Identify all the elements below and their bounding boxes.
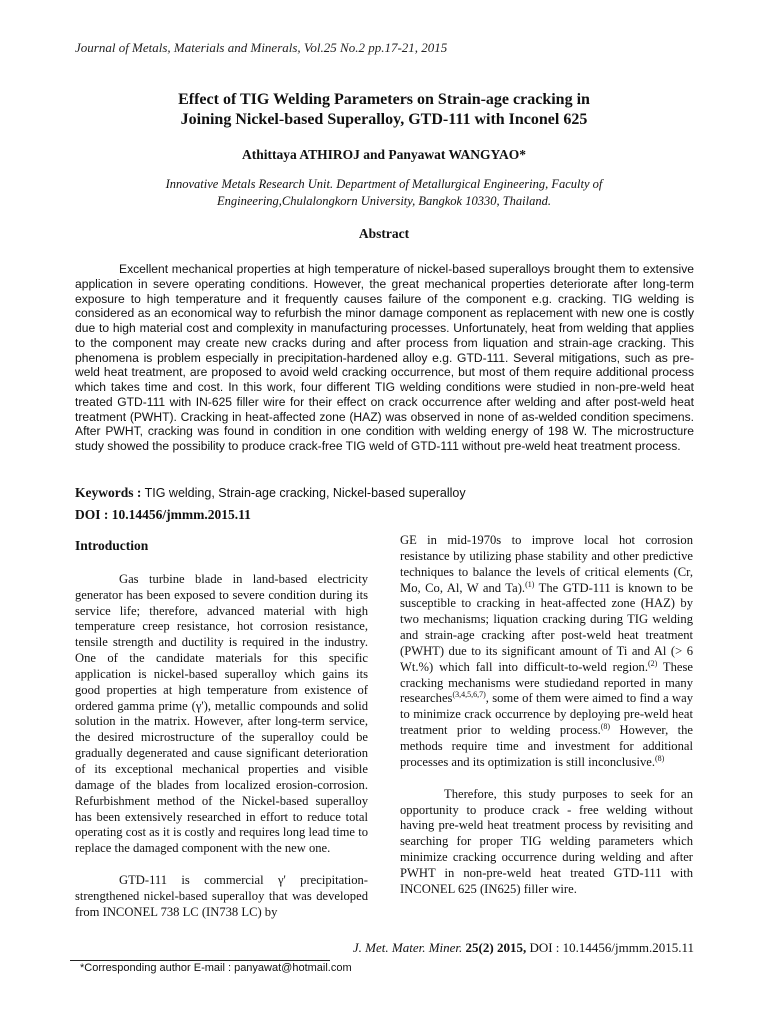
affiliation: [90, 176, 678, 210]
reference-marker: (2): [647, 658, 658, 668]
doi: DOI : 10.14456/jmmm.2015.11: [75, 507, 251, 522]
intro-text-segment: These cracking mechanisms were studiedand reported in many researches: [400, 659, 693, 706]
affiliation-line-2: Engineering,Chulalongkorn University, Bangkok 10330, Thailand.: [217, 194, 551, 208]
reference-marker: (8): [600, 721, 611, 731]
corresponding-author-note: *Corresponding author E-mail : panyawat@hotmail.com: [80, 962, 352, 974]
title-line-1: Effect of TIG Welding Parameters on Strain-age cracking in: [178, 91, 590, 108]
affiliation-line-1: Innovative Metals Research Unit. Department of Metallurgical Engineering, Faculty of: [165, 177, 603, 191]
reference-marker: (8): [655, 753, 665, 763]
intro-paragraph-4: Therefore, this study purposes to seek for an opportunity to produce crack - free welding without having pre-weld heat treatment process by revisiting and searching for proper TIG welding parameters which minimize cracking occurrence during welding and after PWHT in non-pre-weld heat treated GTD-111 with INCONEL 625 (IN625) filler wire.: [400, 786, 693, 896]
footer-journal: J. Met. Mater. Miner.: [352, 940, 463, 955]
right-column: [400, 533, 693, 898]
authors: Athittaya ATHIROJ and Panyawat WANGYAO*: [241, 147, 527, 162]
intro-text-segment: The GTD-111 is known to be susceptible to cracking in heat-affected zone (HAZ) by two mechanisms; liquation cracking during TIG welding and strain-age cracking after post-weld heat treatment (PWHT) due to its significant amount of Ti and Al (> 6 Wt.%) which fall into difficult-to-weld region.: [400, 580, 693, 674]
footer-citation: [353, 940, 694, 956]
keywords: [75, 485, 466, 501]
keywords-text: TIG welding, Strain-age cracking, Nickel-based superalloy: [141, 486, 466, 500]
intro-text-segment: GE in mid-1970s to improve local hot corrosion resistance by utilizing phase stability and other predictive techniques to balance the levels of critical elements (Cr, Mo, Co, Al, W and Ta).: [400, 533, 693, 595]
intro-text-segment: , some of them were aimed to find a way to minimize crack occurrence by deploying pre-weld heat treatment prior to welding process.: [400, 691, 693, 738]
footer-volume: 25(2) 2015,: [462, 940, 527, 955]
footnote-divider: [70, 960, 330, 961]
keywords-label: Keywords :: [75, 485, 142, 500]
intro-paragraph-1: Gas turbine blade in land-based electricity generator has been exposed to severe condition during its service life; therefore, advanced material with high temperature creep resistance, hot corrosion resistance, tensile strength and ductility is required in the industry. One of the candidate materials for this specific application is nickel-based superalloy which gains its good properties at high temperature from existence of ordered gamma prime (γ'), metallic compounds and solid solution in the matrix. However, after long-term service, the desired microstructure of the superalloy could be gradually degenerated and cause significant deterioration of its exceptional mechanical properties and visible damage of the blades from localized erosion-corrosion. Refurbishment method of the Nickel-based superalloy has been extensively researched in effort to reduce total operating cost as it is costly and requires long lead time to replace the damaged component with the new one.: [75, 571, 368, 856]
reference-marker: (1): [525, 579, 535, 589]
intro-text-segment: However, the methods require time and investment for additional processes and its optimization is still inconclusive.: [400, 723, 693, 769]
intro-paragraph-2: GTD-111 is commercial γ' precipitation-strengthened nickel-based superalloy that was developed from INCONEL 738 LC (IN738 LC) by: [75, 873, 368, 919]
footer-doi: DOI : 10.14456/jmmm.2015.11: [526, 940, 694, 955]
paper-title: [60, 90, 708, 130]
abstract-heading: Abstract: [358, 226, 410, 241]
left-column: [75, 538, 368, 921]
intro-paragraph-3: [400, 533, 693, 771]
introduction-heading: Introduction: [75, 538, 149, 553]
journal-header: Journal of Metals, Materials and Minerals, Vol.25 No.2 pp.17-21, 2015: [75, 40, 448, 55]
reference-marker: (3,4,5,6,7): [452, 690, 486, 700]
title-line-2: Joining Nickel-based Superalloy, GTD-111 with Inconel 625: [180, 111, 588, 128]
abstract-text: Excellent mechanical properties at high temperature of nickel-based superalloys brought them to extensive application in severe operating conditions. However, the great mechanical properties deteriorate after long-term exposure to high temperature and it frequently causes failure of the component e.g. cracking. TIG welding is considered as an economical way to refurbish the minor damage component as replacement with new one is costly due to high material cost and complexity in manufacturing processes. Unfortunately, heat from welding that applies to the component may create new cracks during and after process from liquation and strain-age cracking. This phenomena is problem especially in precipitation-hardened alloy e.g. GTD-111. Several mitigations, such as pre-weld heat treatment, are proposed to avoid weld cracking occurrence, but most of them require additional process which takes time and cost. In this work, four different TIG welding conditions were studied in non-pre-weld heat treated GTD-111 with IN-625 filler wire for their effect on crack occurrence after welding and after post-weld heat treatment (PWHT). Cracking in heat-affected zone (HAZ) was observed in none of as-welded condition specimens. After PWHT, cracking was found in condition in one condition with welding energy of 198 W. The microstructure study showed the possibility to produce crack-free TIG weld of GTD-111 without pre-weld heat treatment process.: [75, 262, 694, 453]
